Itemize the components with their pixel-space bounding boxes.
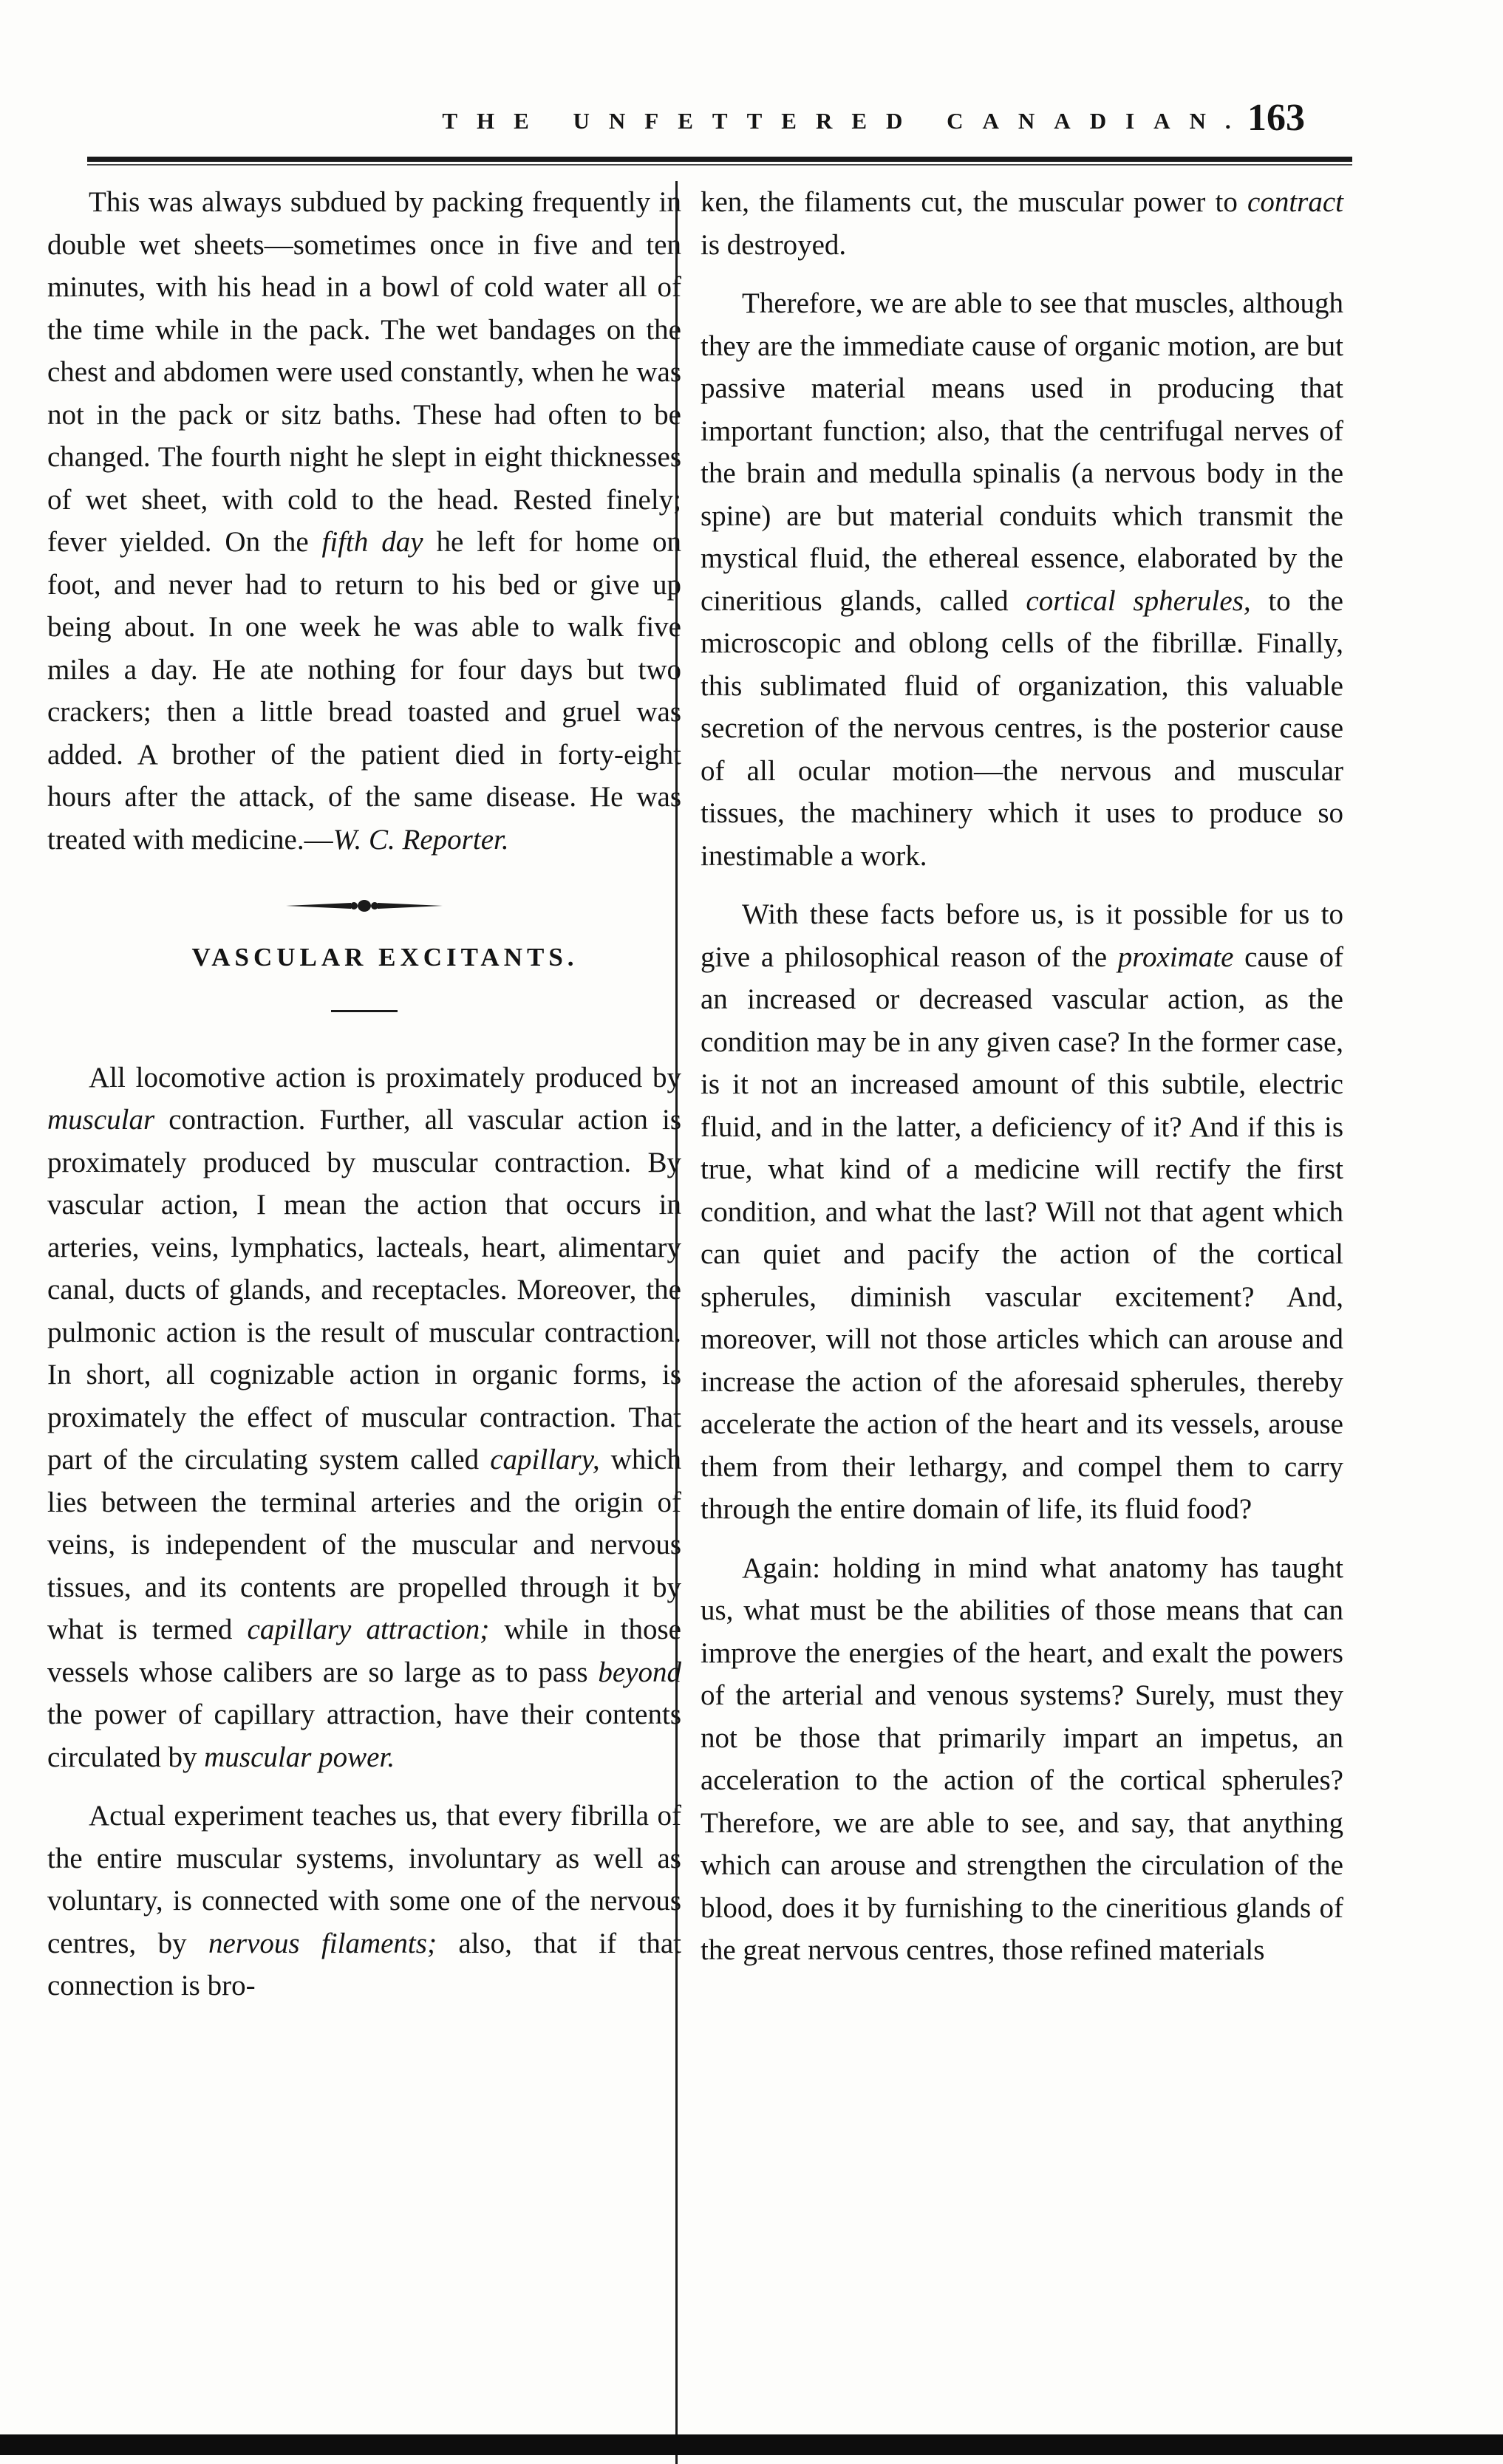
section-heading: VASCULAR EXCITANTS.	[191, 943, 579, 972]
text-run: This was always subdued by packing frequently in double wet sheets—sometimes once in five and ten minutes, with his head in a bowl of cold water all of the time while in the pack. The wet bandages on the chest and abdomen were used constantly, when he was not in the pack or sitz baths. These had often to be changed. The fourth night he slept in eight thicknesses of wet sheet, with cold to the head. Rested finely; fever yielded. On the	[47, 186, 681, 558]
heading-underline	[331, 1010, 398, 1012]
italic-emphasis: W. C. Reporter.	[333, 823, 509, 856]
body-paragraph	[701, 282, 1343, 877]
text-run: he left for home on foot, and never had to return to his bed or give up being about. In one week he was able to walk five miles a day. He ate nothing for four days but two crackers; then a little bread toasted and gruel was added. A brother of the patient died in forty-eight hours after the attack, of the same disease. He was treated with medicine.—	[47, 526, 681, 856]
body-paragraph	[47, 1057, 681, 1779]
italic-emphasis: beyond	[598, 1656, 681, 1688]
text-run: while in those vessels whose calibers are so large as to pass	[47, 1614, 681, 1688]
italic-emphasis: cortical spherules,	[1026, 584, 1251, 617]
text-run: With these facts before us, is it possible for us to give a philosophical reason of the	[701, 898, 1343, 973]
italic-emphasis: muscular	[47, 1104, 155, 1136]
header-rule	[87, 157, 1352, 162]
italic-emphasis: contract	[1247, 186, 1343, 218]
text-run: All locomotive action is proximately produced by	[89, 1061, 681, 1093]
text-run: cause of an increased or decreased vascular action, as the condition may be in any given case? In the former case, is it not an increased amount of this subtile, electric fluid, and in the latter, a deficiency of it? And if this is true, what kind of a medicine will rectify the first condition, and what the last? Will not that agent which can quiet and pacify the action of the cortical spherules, diminish vascular excitement? And, moreover, will not those articles which can arouse and increase the action of the aforesaid spherules, thereby accelerate the action of the heart and its vessels, arouse them from their lethargy, and compel them to carry through the entire domain of life, its fluid food?	[701, 941, 1343, 1525]
italic-emphasis: capillary,	[490, 1444, 600, 1475]
header-rule-thin	[87, 164, 1352, 165]
continued-paragraph	[701, 181, 1343, 266]
right-column	[701, 181, 1343, 1979]
text-run: to the microscopic and oblong cells of the fibrillæ. Finally, this sublimated fluid of organization, this valuable secretion of the nervous centres, is the posterior cause of all ocular motion—the nervous and muscular tissues, the machinery which it uses to produce so inestimable a work.	[701, 584, 1343, 872]
page-number: 163	[1247, 97, 1305, 139]
text-run: ken, the filaments cut, the muscular power to	[701, 186, 1248, 218]
text-run: Actual experiment teaches us, that every fibrilla of the entire muscular systems, involuntary as well as voluntary, is connected with some one of the nervous centres, by	[47, 1800, 681, 1959]
italic-emphasis: proximate	[1117, 941, 1234, 973]
case-report-paragraph	[47, 181, 681, 861]
body-paragraph	[47, 1795, 681, 2007]
scan-edge-band	[0, 2434, 1503, 2455]
italic-emphasis: muscular power.	[204, 1741, 395, 1773]
text-run: the power of capillary attraction, have their contents circulated by	[47, 1699, 681, 1773]
text-run: is destroyed.	[701, 228, 847, 261]
text-run: Again: holding in mind what anatomy has taught us, what must be the abilities of those means that can improve the energies of the heart, and exalt the powers of the arterial and venous systems? Surely, must they not be those that primarily impart an impetus, an acceleration to the action of the cortical spherules? Therefore, we are able to see, and say, that anything which can arouse and strengthen the circulation of the blood, does it by furnishing to the cineritious glands of the great nervous centres, those refined materials	[701, 1552, 1343, 1966]
running-head: THE UNFETTERED CANADIAN.	[442, 108, 1250, 134]
text-run: also, that if that connection is bro-	[47, 1927, 682, 2001]
ornamental-divider-icon	[283, 896, 446, 915]
italic-emphasis: fifth day	[321, 526, 423, 558]
body-paragraph	[701, 1547, 1343, 1972]
italic-emphasis: capillary attraction;	[247, 1614, 490, 1645]
text-run: contraction. Further, all vascular action is proximately produced by muscular contraction. By vascular action, I mean the action that occurs in arteries, veins, lymphatics, lacteals, heart, alimentary canal, ducts of glands, and receptacles. Moreover, the pulmonic action is the result of muscular contraction. In short, all cognizable action in organic forms, is proximately the effect of muscular contraction. That part of the circulating system called	[47, 1104, 681, 1475]
body-paragraph	[701, 893, 1343, 1531]
italic-emphasis: nervous filaments;	[208, 1927, 437, 1959]
left-column	[47, 181, 681, 2015]
text-run: which lies between the terminal arteries and the origin of veins, is independent of the muscular and nervous tissues, and its contents are propelled through it by what is termed	[47, 1444, 681, 1645]
text-run: Therefore, we are able to see that muscles, although they are the immediate cause of organic motion, are but passive material means used in producing that important function; also, that the centrifugal nerves of the brain and medulla spinalis (a nervous body in the spine) are but material conduits which transmit the mystical fluid, the ethereal essence, elaborated by the cineritious glands, called	[701, 287, 1343, 617]
